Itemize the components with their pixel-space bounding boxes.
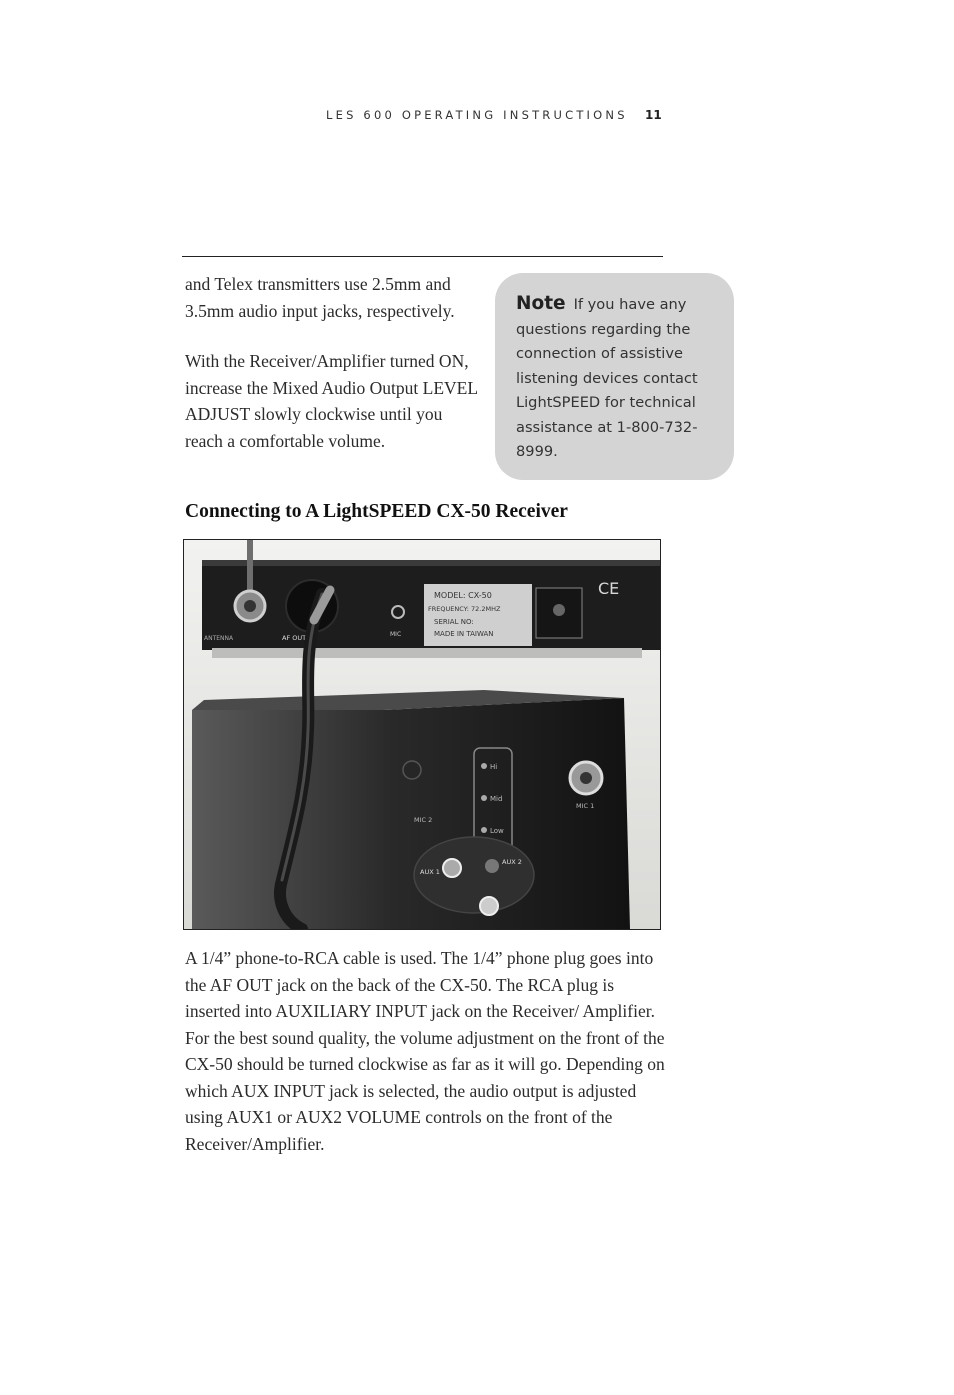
photo-label-frequency: FREQUENCY: 72.2MHZ: [428, 605, 501, 613]
photo-label-mic1: MIC 1: [576, 802, 595, 810]
photo-label-hi: Hi: [490, 763, 498, 771]
photo-label-mic2: MIC 2: [414, 816, 433, 824]
photo-label-made: MADE IN TAIWAN: [434, 630, 494, 638]
header-divider: [182, 256, 663, 257]
photo-label-ce: CE: [598, 579, 620, 598]
section-heading: Connecting to A LightSPEED CX-50 Receiver: [185, 501, 568, 522]
photo-label-serial: SERIAL NO:: [434, 618, 474, 626]
paragraph-cable-instructions: A 1/4” phone-to-RCA cable is used. The 1/4” phone plug goes into the AF OUT jack on the back of the CX-50. The RCA plug is inserted into AUXILIARY INPUT jack on the Receiver/ Amplifier. For the best sound quality, the volume adjustment on the front of the CX-50 should be turned clockwise as far as it will go. Depending on which AUX INPUT jack is selected, the audio output is adjusted using AUX1 or AUX2 VOLUME controls on the front of the Receiver/Amplifier.: [185, 948, 665, 1154]
running-header: LES 600 OPERATING INSTRUCTIONS: [326, 108, 628, 122]
photo-label-model: MODEL: CX-50: [434, 591, 492, 600]
cx50-connection-photo: [183, 539, 661, 930]
photo-label-aux2: AUX 2: [502, 858, 522, 866]
paragraph-transmitters: and Telex transmitters use 2.5mm and 3.5mm audio input jacks, respectively.: [185, 274, 455, 321]
photo-label-mic: MIC: [390, 631, 402, 638]
page-number: 11: [645, 108, 662, 122]
note-box: [495, 273, 734, 480]
photo-illustration: [184, 540, 660, 929]
photo-label-mid: Mid: [490, 795, 503, 803]
note-text: If you have any questions regarding the connection of assistive listening devices contact LightSPEED for technical assistance at 1-800-732-8999.: [516, 296, 698, 460]
photo-label-low: Low: [490, 827, 504, 835]
photo-label-aux1: AUX 1: [420, 868, 440, 876]
paragraph-level-adjust: With the Receiver/Amplifier turned ON, increase the Mixed Audio Output LEVEL ADJUST slowly clockwise until you reach a comfortable volume.: [185, 351, 478, 451]
note-title: Note: [516, 293, 566, 314]
photo-label-antenna: ANTENNA: [204, 635, 234, 642]
photo-label-afout: AF OUT: [282, 634, 307, 642]
